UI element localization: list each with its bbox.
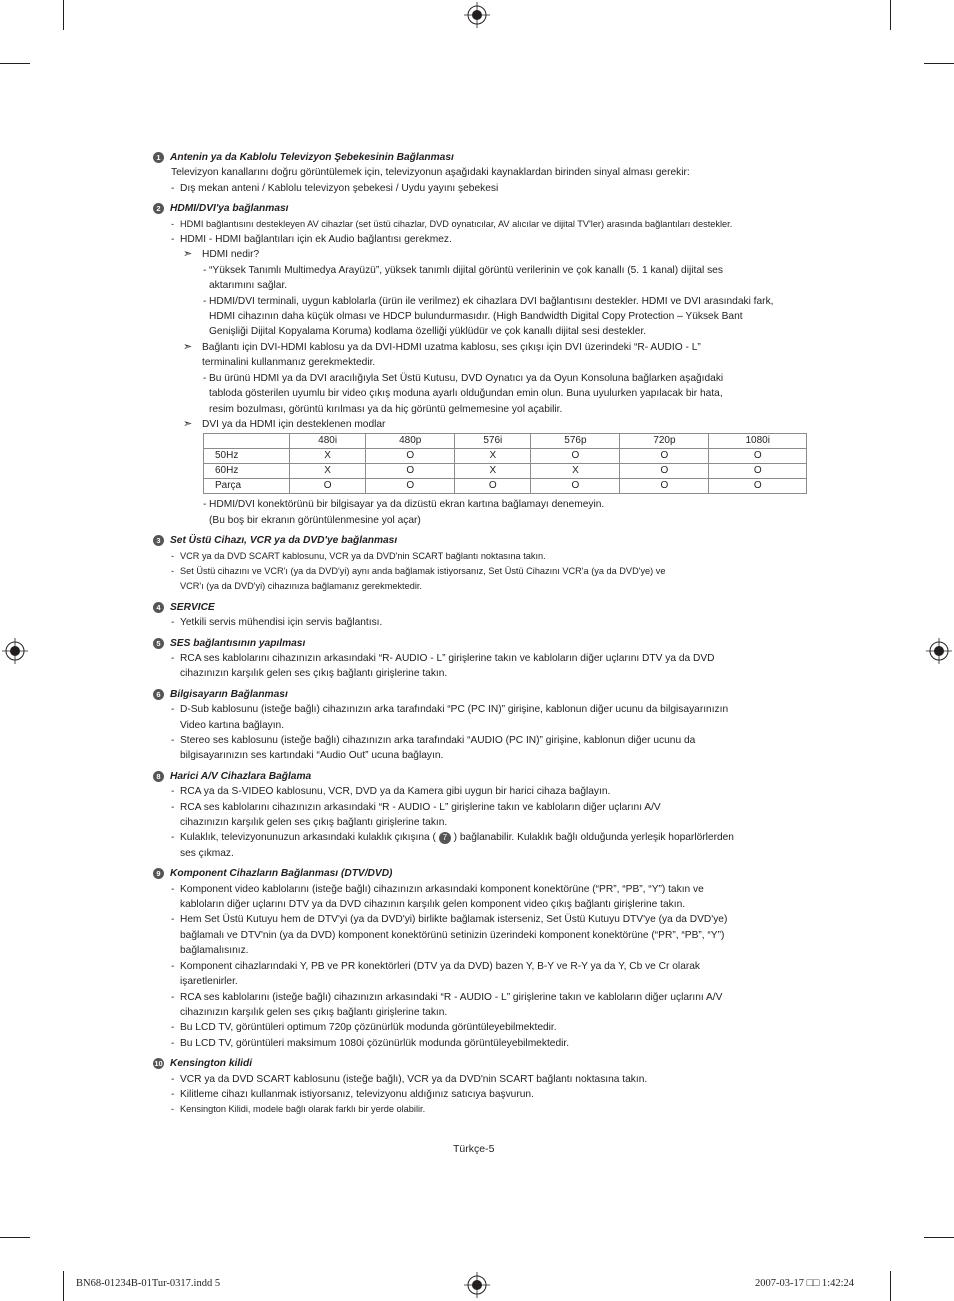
list-item: - RCA ya da S-VIDEO kablosunu, VCR, DVD ya da Kamera gibi uygun bir harici cihaza bağlayın. [153, 784, 813, 799]
table-cell: O [709, 479, 807, 494]
table-cell: X [290, 449, 366, 464]
list-item: - Kilitleme cihazı kullanmak istiyorsanız, televizyonu aldığınız satıcıya başvurun. [153, 1087, 813, 1102]
list-item: - D-Sub kablosunu (isteğe bağlı) cihazınızın arka tarafındaki “PC (PC IN)” girişine, kablonun diğer ucunu da bilgisayarınızın Video kartına bağlayın. [153, 702, 813, 733]
section-title: Komponent Cihazların Bağlanması (DTV/DVD) [170, 868, 393, 880]
section-header [153, 636, 813, 651]
crop-mark [890, 1271, 891, 1301]
section-audio [153, 636, 813, 682]
section-number-icon: 4 [153, 602, 164, 613]
crop-mark [0, 63, 30, 64]
table-cell: O [620, 449, 709, 464]
list-item: - HDMI - HDMI bağlantıları için ek Audio bağlantısı gerekmez. [153, 232, 813, 247]
page-number: Türkçe-5 [453, 1143, 495, 1155]
section-title: Bilgisayarın Bağlanması [170, 688, 288, 700]
section-service [153, 600, 813, 631]
note-arrow-icon: ➣ [183, 248, 193, 261]
table-row [204, 449, 807, 464]
list-item: - RCA ses kablolarını (isteğe bağlı) cihazınızın arkasındaki “R - AUDIO - L” girişlerine takın ve kabloların diğer uçlarını A/V cihazınızın karşılık gelen ses çıkış bağlantı girişlerine takın. [153, 990, 813, 1021]
table-cell: X [531, 464, 620, 479]
list-item: - Bu LCD TV, görüntüleri maksimum 1080i çözünürlük modunda görüntüleyebilmektedir. [153, 1036, 813, 1051]
note-arrow-icon: ➣ [183, 417, 193, 430]
list-item: - RCA ses kablolarını cihazınızın arkasındaki “R - AUDIO - L” girişlerine takın ve kabloların diğer uçlarını A/V cihazınızın karşılık gelen ses çıkış bağlantı girişlerine takın. [153, 800, 813, 831]
crop-mark [924, 1237, 954, 1238]
headphone-jack-number-icon: 7 [439, 832, 451, 844]
table-header-row [204, 434, 807, 449]
table-cell: O [709, 464, 807, 479]
table-cell: X [290, 464, 366, 479]
section-title: Kensington kilidi [170, 1058, 253, 1070]
section-title: Harici A/V Cihazlara Bağlama [170, 770, 312, 782]
section-set-top-box [153, 533, 813, 595]
section-pc [153, 687, 813, 764]
list-item: - Kulaklık, televizyonunuzun arkasındaki kulaklık çıkışına ( 7 ) bağlanabilir. Kulaklık bağlı olduğunda yerleşik hoparlörlerden ses çıkmaz. [153, 830, 813, 861]
note-subitem: - HDMI/DVI terminali, uygun kablolarla (ürün ile verilmez) ek cihazlara DVI bağlantısını destekler. HDMI ve DVI arasındaki fark, HDMI cihazının daha küçük olması ve HDCP bulundurmasıdır. (High Bandwidth Digital Copy Protection – Yüksek Bant Genişliği Dijital Kopyalama Koruma) kodlama özelliği yüklüdür ve çok kanallı dijital sesi destekler. [153, 294, 813, 340]
slug-filename: BN68-01234B-01Tur-0317.indd 5 [76, 1278, 221, 1289]
section-number-icon: 10 [154, 1059, 163, 1069]
table-row [204, 464, 807, 479]
table-cell: 50Hz [204, 449, 290, 464]
table-cell: O [366, 449, 455, 464]
crop-mark [890, 0, 891, 30]
list-item: - Stereo ses kablosunu (isteğe bağlı) cihazınızın arka tarafındaki “AUDIO (PC IN)” girişine, kablonun diğer ucunu da bilgisayarınızın ses kartındaki “Audio Out” ucuna bağlayın. [153, 733, 813, 764]
slug-timestamp: 2007-03-17 □□ 1:42:24 [755, 1278, 855, 1289]
registration-mark-icon [464, 2, 490, 28]
note [153, 247, 813, 262]
table-cell: O [531, 449, 620, 464]
crop-mark [924, 63, 954, 64]
list-item: - Kensington Kilidi, modele bağlı olarak farklı bir yerde olabilir. [153, 1102, 813, 1117]
table-cell: O [290, 479, 366, 494]
table-cell: X [455, 464, 531, 479]
section-number-icon: 8 [153, 771, 164, 782]
note: ➣ Bağlantı için DVI-HDMI kablosu ya da DVI-HDMI uzatma kablosu, ses çıkışı için DVI üzerindeki “R- AUDIO - L” terminalini kullanmanız gerekmektedir. [183, 340, 701, 369]
section-component [153, 866, 813, 1051]
supported-modes-table [203, 433, 807, 494]
note-arrow-icon: ➣ [183, 340, 193, 353]
crop-mark [0, 1237, 30, 1238]
section-title: SES bağlantısının yapılması [170, 637, 306, 649]
section-number-icon: 6 [153, 689, 164, 700]
table-cell: 60Hz [204, 464, 290, 479]
section-antenna [153, 150, 813, 196]
registration-mark-icon [926, 638, 952, 664]
list-item: - Komponent video kablolarını (isteğe bağlı) cihazınızın arkasındaki komponent konektörüne (“PR”, “PB”, “Y”) takın ve kabloların diğer uçlarını DTV ya da DVD cihazının karşılık gelen komponent video çıkış bağlantı girişlerine takın. [153, 882, 813, 913]
section-title: Set Üstü Cihazı, VCR ya da DVD'ye bağlanması [170, 535, 398, 547]
table-header-cell: 1080i [709, 434, 807, 449]
section-kensington [153, 1056, 813, 1118]
table-cell: O [709, 449, 807, 464]
table-cell: X [455, 449, 531, 464]
section-header [153, 150, 813, 165]
table-header-cell: 576i [455, 434, 531, 449]
table-cell: O [455, 479, 531, 494]
section-header [153, 866, 813, 881]
note: ➣ DVI ya da HDMI için desteklenen modlar [153, 417, 813, 432]
section-header [153, 687, 813, 702]
note-subitem: - “Yüksek Tanımlı Multimedya Arayüzü”, yüksek tanımlı dijital görüntü verilerinin ve çok kanallı (5. 1 kanal) dijital ses aktarımını sağlar. [153, 263, 813, 294]
section-external-av [153, 769, 813, 861]
section-title: Antenin ya da Kablolu Televizyon Şebekesinin Bağlanması [170, 152, 454, 163]
section-title: SERVICE [170, 601, 215, 613]
list-item: - Yetkili servis mühendisi için servis bağlantısı. [153, 615, 813, 630]
section-hdmi [153, 201, 813, 528]
list-item: - Dış mekan anteni / Kablolu televizyon şebekesi / Uydu yayını şebekesi [153, 181, 813, 196]
table-cell: O [531, 479, 620, 494]
table-header-cell [204, 434, 290, 449]
note-text: HDMI nedir? [202, 249, 260, 261]
list-item: - Komponent cihazlarındaki Y, PB ve PR konektörleri (DTV ya da DVD) bazen Y, B-Y ve R-Y ya da Y, Cb ve Cr olarak işaretlenirler. [153, 959, 813, 990]
list-item: - VCR ya da DVD SCART kablosunu (isteğe bağlı), VCR ya da DVD'nin SCART bağlantı noktasına takın. [153, 1072, 813, 1087]
section-header [153, 600, 813, 615]
list-item: - Hem Set Üstü Kutuyu hem de DTV'yi (ya da DVD'yi) birlikte bağlamak isterseniz, Set Üstü Kutuyu DTV'ye (ya da DVD'ye) bağlamalı ve DTV'nin (ya da DVD) komponent konektörünü setinizin üzerindeki komponent konektörüne (“PR”, “PB”, “Y”) bağlamalısınız. [153, 912, 813, 958]
section-header [153, 533, 813, 548]
section-number-icon: 2 [153, 203, 164, 214]
note-subitem: - HDMI/DVI konektörünü bir bilgisayar ya da dizüstü ekran kartına bağlamayı denemeyin. (Bu boş bir ekranın görüntülenmesine yol açar) [153, 497, 813, 528]
section-header [153, 201, 813, 216]
section-title: HDMI/DVI'ya bağlanması [170, 203, 289, 215]
list-item: - HDMI bağlantısını destekleyen AV cihazlar (set üstü cihazlar, DVD oynatıcılar, AV alıcılar ve dijital TV'ler) arasında bağlantıları destekler. [153, 217, 813, 232]
section-number-icon: 1 [153, 152, 164, 163]
registration-mark-icon [2, 638, 28, 664]
table-cell: O [366, 479, 455, 494]
section-number-icon: 3 [153, 535, 164, 546]
list-item: - RCA ses kablolarını cihazınızın arkasındaki “R- AUDIO - L” girişlerine takın ve kabloların diğer uçlarını DTV ya da DVD cihazınızın karşılık gelen ses çıkış bağlantı girişlerine takın. [153, 651, 813, 682]
table-row [204, 479, 807, 494]
note-subitem: - Bu ürünü HDMI ya da DVI aracılığıyla Set Üstü Kutusu, DVD Oynatıcı ya da Oyun Konsoluna bağlarken aşağıdaki tabloda gösterilen uyumlu bir video çıkış moduna ayarlı olduğundan emin olun. Buna uyulurken yapılacak bir hata, resim bozulması, görüntü kırılması ya da hiç görüntü gelmemesine yol açabilir. [153, 371, 813, 417]
table-cell: O [620, 479, 709, 494]
list-item: - Set Üstü cihazını ve VCR'ı (ya da DVD'yi) aynı anda bağlamak istiyorsanız, Set Üstü Cihazını VCR'a (ya da DVD'ye) ve VCR'ı (ya da DVD'yi) cihazınıza bağlamanız gerekmektedir. [153, 564, 813, 595]
crop-mark [63, 1271, 64, 1301]
table-cell: O [620, 464, 709, 479]
section-header [153, 1056, 813, 1071]
table-cell: Parça [204, 479, 290, 494]
section-intro: Televizyon kanallarını doğru görüntülemek için, televizyonun aşağıdaki kaynaklardan birinden sinyal alması gerekir: [171, 167, 690, 179]
table-header-cell: 720p [620, 434, 709, 449]
table-header-cell: 480p [366, 434, 455, 449]
registration-mark-icon [464, 1272, 490, 1298]
table-header-cell: 576p [531, 434, 620, 449]
crop-mark [63, 0, 64, 30]
table-cell: O [366, 464, 455, 479]
table-header-cell: 480i [290, 434, 366, 449]
list-item: - VCR ya da DVD SCART kablosunu, VCR ya da DVD'nin SCART bağlantı noktasına takın. [153, 549, 813, 564]
list-item: - Bu LCD TV, görüntüleri optimum 720p çözünürlük modunda görüntüleyebilmektedir. [153, 1020, 813, 1035]
section-number-icon: 9 [153, 868, 164, 879]
section-header [153, 769, 813, 784]
manual-content [153, 150, 813, 1118]
section-number-icon: 5 [153, 638, 164, 649]
